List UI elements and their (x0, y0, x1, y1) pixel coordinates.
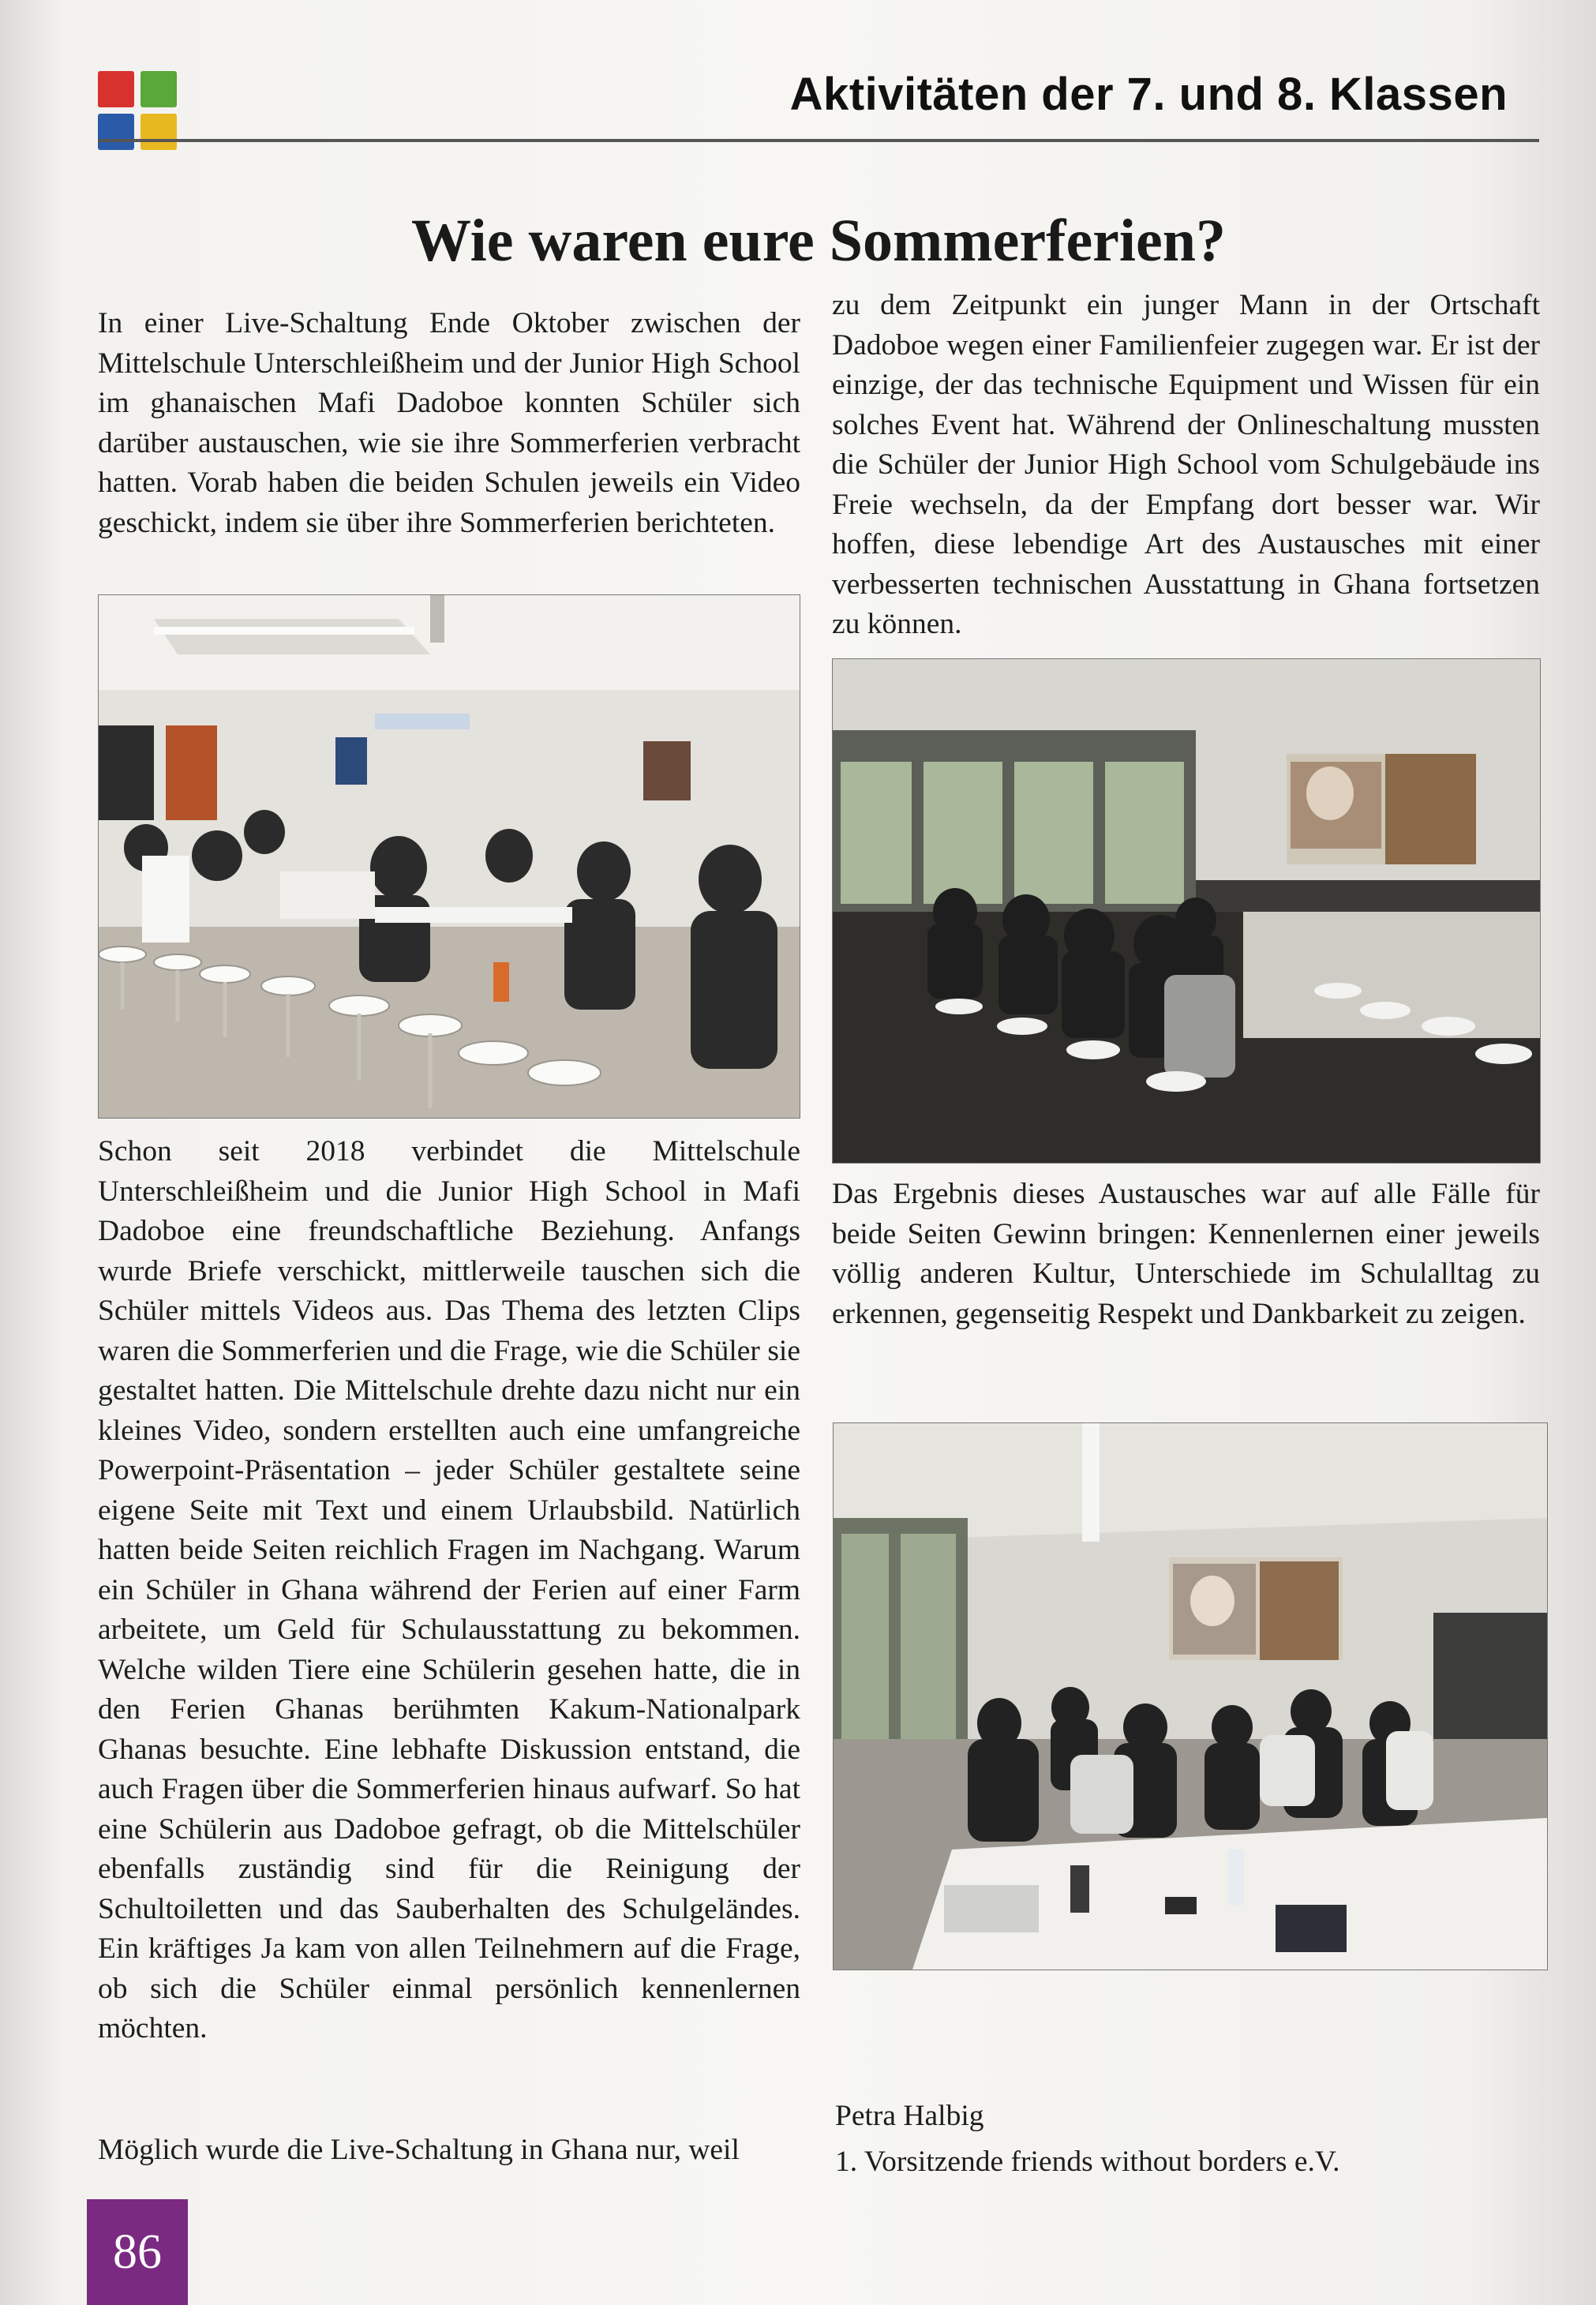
section-title: Aktivitäten der 7. und 8. Klassen (789, 69, 1508, 120)
page-number: 86 (87, 2199, 188, 2305)
author-name: Petra Halbig (835, 2100, 984, 2132)
video-call-photo-2 (833, 1422, 1548, 1970)
classroom-photo (98, 594, 800, 1119)
article-body-left: Schon seit 2018 verbindet die Mittelschule Unterschleißheim und die Junior High School in Mafi Dadoboe eine freundschaftliche Beziehung. Anfangs wurde Briefe verschickt, mittlerweile tauschen sich die Schüler mittels Videos aus. Das Thema des letzten Clips waren die Sommerferien und die Frage, wie die Schüler sie gestaltet hatten. Die Mittelschule drehte dazu nicht nur ein kleines Video, sondern erstellten auch eine umfangreiche Powerpoint-Präsentation – jeder Schüler gestaltete seine eigene Seite mit Text und einem Urlaubsbild. Natürlich hatten beide Seiten reichlich Fragen im Nachgang. Warum ein Schüler in Ghana während der Ferien auf einer Farm arbeitete, um Geld für Schulausstattung zu bekommen. Welche wilden Tiere eine Schülerin gesehen hatte, die in den Ferien Ghanas berühmten Kakum-Nationalpark Ghanas besuchte. Eine lebhafte Diskussion entstand, die auch Fragen über die Sommerferien hinaus aufwarf. So hat eine Schülerin aus Dadoboe gefragt, ob die Mittelschüler ebenfalls zuständig sind für die Reinigung der Schultoiletten und das Sauberhalten des Schulgeländes. Ein kräftiges Ja kam von allen Teilnehmern auf die Frage, ob sich die Schüler einmal persönlich kennenlernen möchten. (98, 1135, 800, 2045)
header-divider (98, 139, 1539, 142)
video-call-photo-1 (832, 658, 1541, 1164)
article-intro: In einer Live-Schaltung Ende Oktober zwischen der Mittelschule Unterschleißheim und der Junior High School im ghanaischen Mafi Dadoboe konnten Schüler sich darüber austauschen, wie sie ihre Sommerferien verbracht hatten. Vorab haben die beiden Schulen jeweils ein Video geschickt, indem sie über ihre Sommerferien berichteten. (98, 307, 800, 539)
author-role: 1. Vorsitzende friends without borders e.V. (835, 2146, 1340, 2178)
article-title: Wie waren eure Sommerferien? (410, 208, 1227, 274)
article-body-right-top: zu dem Zeitpunkt ein junger Mann in der Ortschaft Dadoboe wegen einer Familienfeier zugegen war. Er ist der einzige, der das technische Equipment und Wissen für ein solches Event hat. Während der Onlineschaltung mussten die Schüler der Junior High School vom Schulgebäude ins Freie wechseln, da der Empfang dort besser war. Wir hoffen, diese lebendige Art des Austausches mit einer verbesserten technischen Ausstattung in Ghana fortsetzen zu können. (832, 289, 1540, 640)
article-body-right-mid: Das Ergebnis dieses Austausches war auf alle Fälle für beide Seiten Gewinn bringen: Kennenlernen einer jeweils völlig anderen Kultur, Unterschiede im Schulalltag zu erkennen, gegenseitig Respekt und Dankbarkeit zu zeigen. (832, 1178, 1540, 1330)
article-body-left-end: Möglich wurde die Live-Schaltung in Ghana nur, weil (98, 2134, 740, 2166)
